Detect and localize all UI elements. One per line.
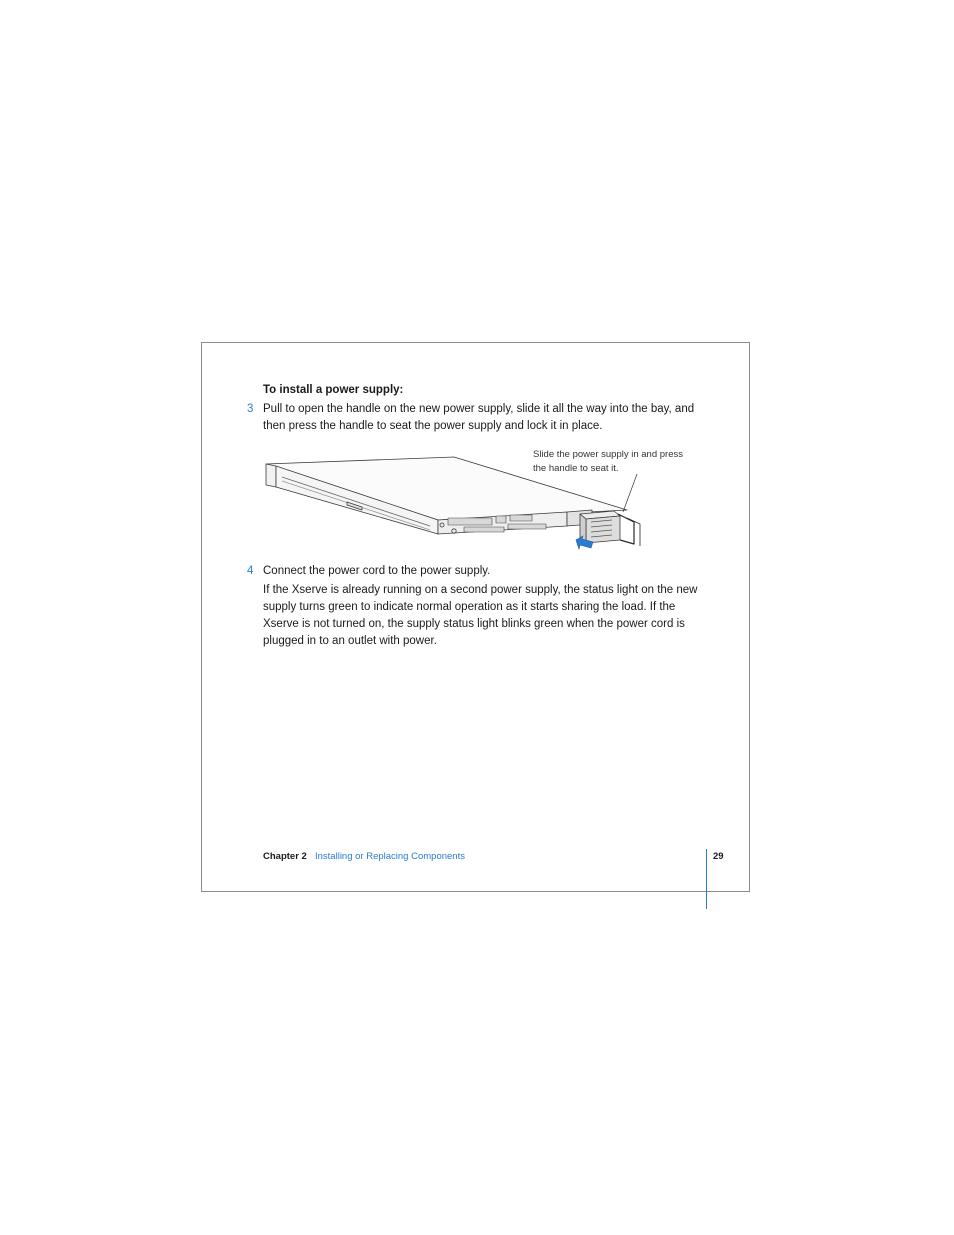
step-3 xyxy=(247,401,707,435)
footer-chapter-title: Installing or Replacing Components xyxy=(315,851,465,862)
step-text: Pull to open the handle on the new power supply, slide it all the way into the bay, and then press the handle to seat the power supply and lock it in place. xyxy=(263,403,695,432)
illustration-callout: Slide the power supply in and press the handle to seat it. xyxy=(533,449,683,474)
footer-chapter-label: Chapter 2 xyxy=(263,851,307,862)
footer-divider xyxy=(706,849,707,909)
page-number: 29 xyxy=(713,851,724,862)
step-4 xyxy=(247,563,707,580)
xserve-power-supply-illustration xyxy=(262,452,647,557)
step-number: 3 xyxy=(247,403,254,415)
step-text: Connect the power cord to the power supply. xyxy=(263,565,491,577)
procedure-heading: To install a power supply: xyxy=(263,384,404,396)
step-number: 4 xyxy=(247,565,254,577)
status-paragraph: If the Xserve is already running on a second power supply, the status light on the new supply turns green to indicate normal operation as it starts sharing the load. If the Xserve is not turned on, the supply status light blinks green when the power cord is plugged in to an outlet with power. xyxy=(263,584,698,647)
